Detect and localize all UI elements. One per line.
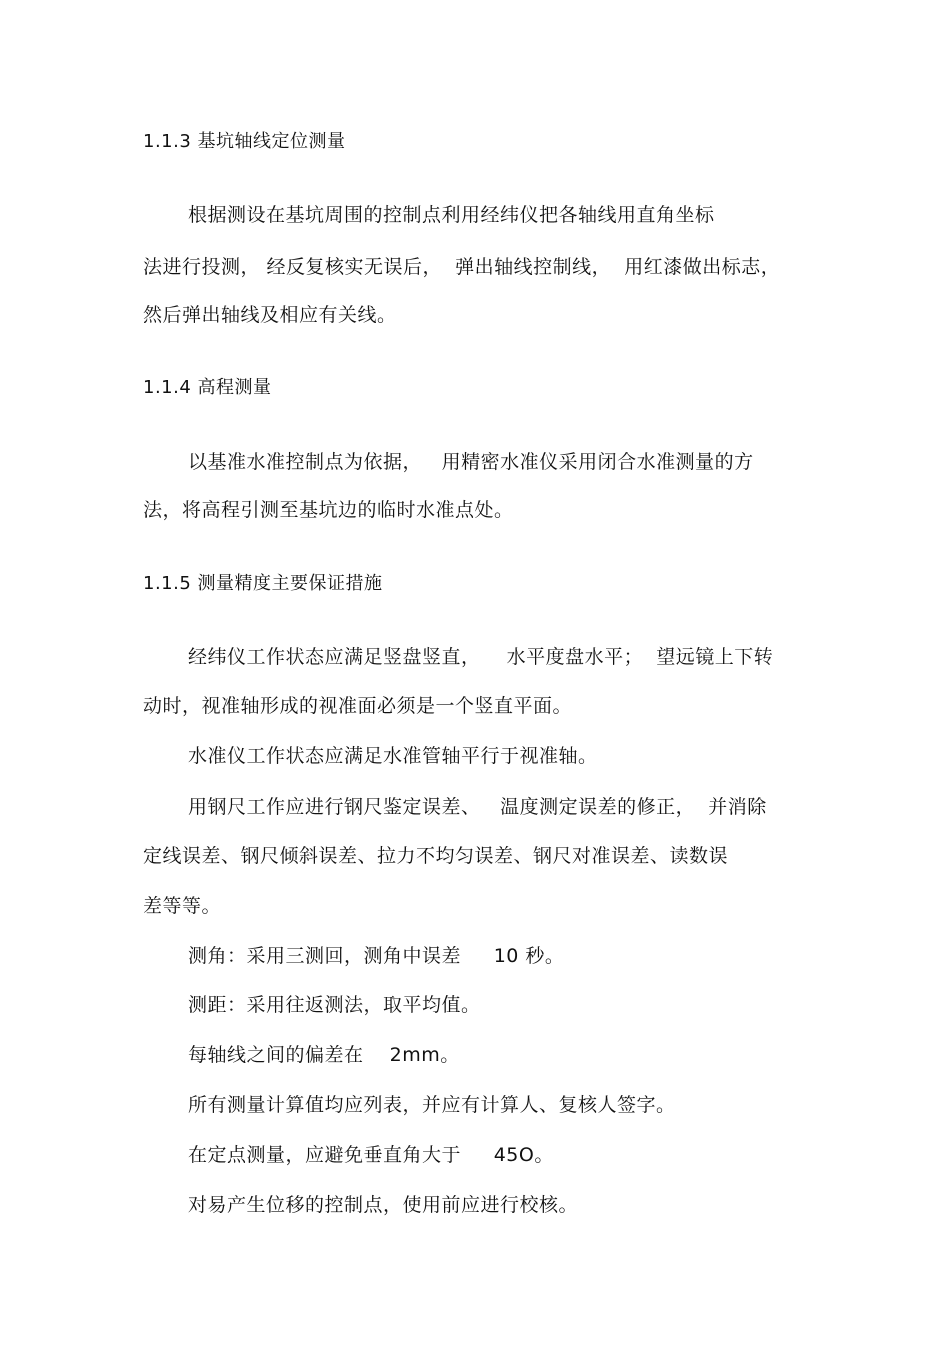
paragraph-line: 水准仪工作状态应满足水准管轴平行于视准轴。 <box>188 745 598 767</box>
paragraph-line: 法，将高程引测至基坑边的临时水准点处。 <box>143 499 514 521</box>
paragraph-line: 在定点测量，应避免垂直角大于 45O。 <box>188 1144 554 1166</box>
section-heading: 1.1.4 高程测量 <box>143 377 272 398</box>
paragraph-line: 动时，视准轴形成的视准面必须是一个竖直平面。 <box>143 695 573 717</box>
paragraph-line: 每轴线之间的偏差在 2mm。 <box>188 1044 460 1066</box>
paragraph-line: 定线误差、钢尺倾斜误差、拉力不均匀误差、钢尺对准误差、读数误 <box>143 845 729 867</box>
paragraph-line: 测距：采用往返测法，取平均值。 <box>188 994 481 1016</box>
paragraph-line: 然后弹出轴线及相应有关线。 <box>143 304 397 326</box>
paragraph-line: 法进行投测， 经反复核实无误后， 弹出轴线控制线， 用红漆做出标志， <box>143 256 781 278</box>
paragraph-line: 测角：采用三测回，测角中误差 10 秒。 <box>188 945 565 967</box>
paragraph-line: 以基准水准控制点为依据， 用精密水准仪采用闭合水准测量的方 <box>188 451 754 473</box>
paragraph-line: 根据测设在基坑周围的控制点利用经纬仪把各轴线用直角坐标 <box>188 204 715 226</box>
paragraph-line: 经纬仪工作状态应满足竖盘竖直， 水平度盘水平； 望远镜上下转 <box>188 646 774 668</box>
section-heading: 1.1.3 基坑轴线定位测量 <box>143 131 346 152</box>
paragraph-line: 差等等。 <box>143 895 222 917</box>
paragraph-line: 对易产生位移的控制点，使用前应进行校核。 <box>188 1194 579 1216</box>
paragraph-line: 用钢尺工作应进行钢尺鉴定误差、 温度测定误差的修正， 并消除 <box>188 796 767 818</box>
section-heading: 1.1.5 测量精度主要保证措施 <box>143 573 383 594</box>
paragraph-line: 所有测量计算值均应列表，并应有计算人、复核人签字。 <box>188 1094 676 1116</box>
